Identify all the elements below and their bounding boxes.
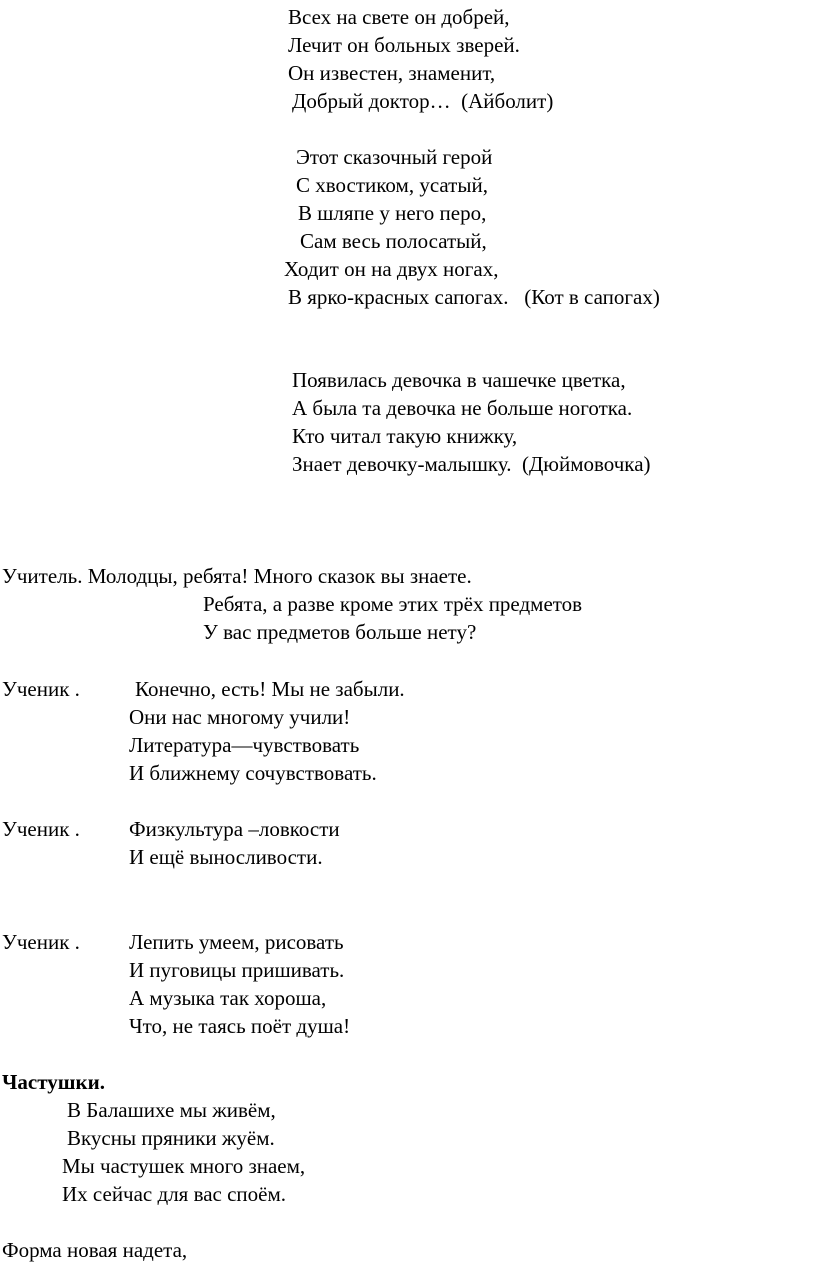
- chastushki-heading: Частушки.: [2, 1070, 105, 1094]
- teacher-line-2: Ребята, а разве кроме этих трёх предметов: [203, 592, 583, 616]
- student-3-line-3: А музыка так хороша,: [129, 986, 327, 1010]
- speaker-teacher: Учитель.: [2, 564, 83, 588]
- riddle-2-line-1: Этот сказочный герой: [296, 145, 493, 169]
- teacher-line-3: У вас предметов больше нету?: [203, 620, 477, 644]
- riddle-3-line-2: А была та девочка не больше ноготка.: [292, 396, 633, 420]
- riddle-3-line-1: Появилась девочка в чашечке цветка,: [292, 368, 626, 392]
- riddle-2-line-5: Ходит он на двух ногах,: [284, 257, 499, 281]
- student-1-line-4: И ближнему сочувствовать.: [129, 761, 377, 785]
- student-1-line-2: Они нас многому учили!: [129, 705, 351, 729]
- riddle-2-line-4: Сам весь полосатый,: [300, 229, 487, 253]
- chastushka-line-3: Мы частушек много знаем,: [62, 1154, 306, 1178]
- student-3-speaker: Ученик .: [2, 930, 80, 954]
- teacher-line-1: [2, 562, 472, 590]
- chastushka-line-2: Вкусны пряники жуём.: [67, 1126, 275, 1150]
- student-2-line-2: И ещё выносливости.: [129, 845, 323, 869]
- student-1-speaker: Ученик .: [2, 677, 80, 701]
- riddle-1-line-1: Всех на свете он добрей,: [288, 5, 510, 29]
- riddle-1-line-2: Лечит он больных зверей.: [288, 33, 520, 57]
- chastushka-line-4: Их сейчас для вас споём.: [62, 1182, 287, 1206]
- riddle-3-line-4: Знает девочку-малышку. (Дюймовочка): [292, 452, 651, 476]
- student-2-line-1: Физкультура –ловкости: [129, 817, 340, 841]
- student-1-line-3: Литература—чувствовать: [129, 733, 360, 757]
- riddle-2-line-3: В шляпе у него перо,: [298, 201, 487, 225]
- student-3-line-2: И пуговицы пришивать.: [129, 958, 345, 982]
- riddle-1-line-3: Он известен, знаменит,: [288, 61, 496, 85]
- student-1-line-1: Конечно, есть! Мы не забыли.: [135, 677, 405, 701]
- riddle-2-line-6: В ярко-красных сапогах. (Кот в сапогах): [288, 285, 660, 309]
- teacher-text-1: Молодцы, ребята! Много сказок вы знаете.: [87, 564, 472, 588]
- next-verse-line: Форма новая надета,: [2, 1238, 188, 1262]
- student-2-speaker: Ученик .: [2, 817, 80, 841]
- riddle-1-line-4: Добрый доктор… (Айболит): [292, 89, 554, 113]
- riddle-2-line-2: С хвостиком, усатый,: [296, 173, 488, 197]
- riddle-3-line-3: Кто читал такую книжку,: [292, 424, 518, 448]
- student-3-line-4: Что, не таясь поёт душа!: [129, 1014, 351, 1038]
- chastushka-line-1: В Балашихе мы живём,: [67, 1098, 276, 1122]
- student-3-line-1: Лепить умеем, рисовать: [129, 930, 344, 954]
